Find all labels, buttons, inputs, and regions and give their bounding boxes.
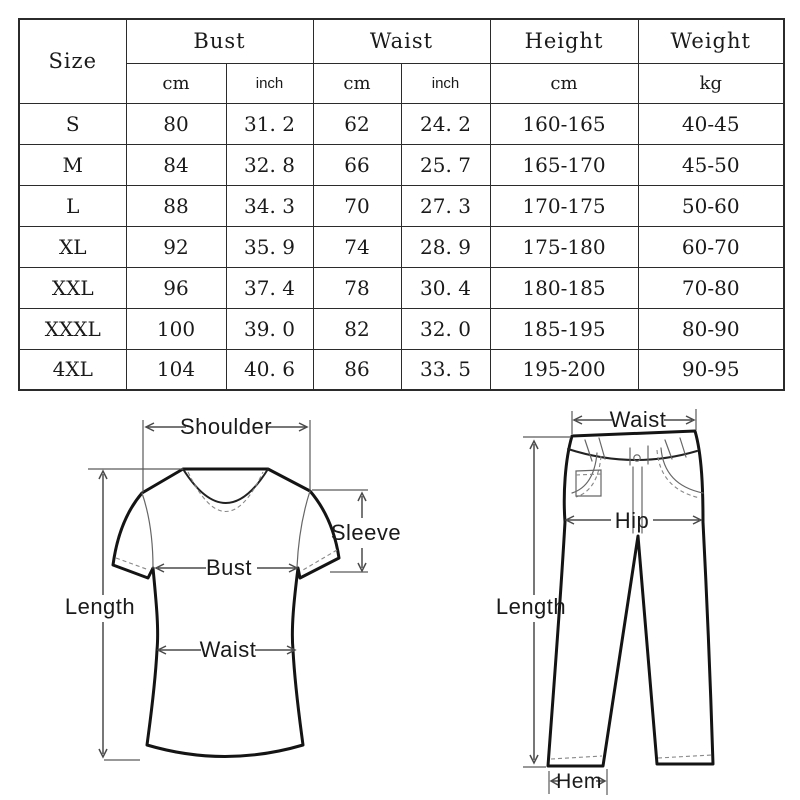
cell-height: 175-180 xyxy=(490,226,638,267)
col-header-bust: Bust xyxy=(126,19,313,63)
shoulder-measure xyxy=(143,414,310,492)
cell-bust-cm: 80 xyxy=(126,103,226,144)
cell-waist-cm: 86 xyxy=(313,349,401,390)
col-header-height: Height xyxy=(490,19,638,63)
tshirt-diagram xyxy=(65,414,401,760)
right-hem-stitch xyxy=(658,755,712,758)
cell-bust-cm: 92 xyxy=(126,226,226,267)
right-sleeve-seam xyxy=(297,491,310,567)
pants-waist-label: Waist xyxy=(609,407,667,432)
cell-height: 195-200 xyxy=(490,349,638,390)
cell-size: L xyxy=(19,185,126,226)
hem-label: Hem xyxy=(556,770,602,793)
cell-waist-inch: 30. 4 xyxy=(401,267,490,308)
cell-bust-cm: 96 xyxy=(126,267,226,308)
cell-size: XXL xyxy=(19,267,126,308)
table-row-l xyxy=(19,185,784,226)
table-row-xl xyxy=(19,226,784,267)
cell-weight: 45-50 xyxy=(638,144,784,185)
bust-measure xyxy=(156,555,297,580)
pants-length-measure xyxy=(496,437,571,767)
cell-height: 180-185 xyxy=(490,267,638,308)
col-header-size: Size xyxy=(19,19,126,103)
cell-waist-inch: 28. 9 xyxy=(401,226,490,267)
cell-height: 170-175 xyxy=(490,185,638,226)
cell-bust-inch: 35. 9 xyxy=(226,226,313,267)
left-sleeve-seam xyxy=(142,493,153,568)
cell-height: 165-170 xyxy=(490,144,638,185)
cell-waist-inch: 33. 5 xyxy=(401,349,490,390)
col-header-weight: Weight xyxy=(638,19,784,63)
unit-weight-kg: kg xyxy=(638,63,784,103)
cell-height: 160-165 xyxy=(490,103,638,144)
cell-size: XL xyxy=(19,226,126,267)
shirt-waist-measure xyxy=(158,637,295,662)
cell-weight: 50-60 xyxy=(638,185,784,226)
sleeve-label: Sleeve xyxy=(330,520,402,545)
shirt-waist-label: Waist xyxy=(199,637,257,662)
bust-label: Bust xyxy=(205,555,253,580)
shoulder-label: Shoulder xyxy=(179,414,273,439)
table-row-xxxl xyxy=(19,308,784,349)
cell-bust-cm: 100 xyxy=(126,308,226,349)
header-row-units xyxy=(19,63,784,103)
shirt-length-label: Length xyxy=(64,594,136,619)
cell-bust-cm: 84 xyxy=(126,144,226,185)
left-hem-stitch xyxy=(551,756,602,759)
sleeve-measure xyxy=(312,490,401,572)
unit-bust-inch: inch xyxy=(226,63,313,103)
shirt-length-measure xyxy=(65,469,183,760)
cell-bust-cm: 104 xyxy=(126,349,226,390)
waistband-seam xyxy=(568,449,697,460)
cell-waist-cm: 82 xyxy=(313,308,401,349)
cell-waist-inch: 27. 3 xyxy=(401,185,490,226)
table-row-xxl xyxy=(19,267,784,308)
size-chart-table xyxy=(18,18,785,391)
cell-bust-inch: 37. 4 xyxy=(226,267,313,308)
table-row-m xyxy=(19,144,784,185)
cell-height: 185-195 xyxy=(490,308,638,349)
cell-size: S xyxy=(19,103,126,144)
cell-size: XXXL xyxy=(19,308,126,349)
cell-waist-cm: 74 xyxy=(313,226,401,267)
cell-waist-inch: 24. 2 xyxy=(401,103,490,144)
cell-bust-inch: 31. 2 xyxy=(226,103,313,144)
measurement-diagrams xyxy=(0,400,800,800)
hip-label: Hip xyxy=(614,508,650,533)
pants-outline xyxy=(548,431,713,766)
hip-measure xyxy=(566,508,701,533)
pants-diagram xyxy=(496,407,713,795)
cell-waist-inch: 32. 0 xyxy=(401,308,490,349)
pants-waist-measure xyxy=(572,407,696,434)
cell-bust-cm: 88 xyxy=(126,185,226,226)
cell-weight: 80-90 xyxy=(638,308,784,349)
cell-waist-cm: 66 xyxy=(313,144,401,185)
cell-weight: 40-45 xyxy=(638,103,784,144)
cell-waist-cm: 70 xyxy=(313,185,401,226)
cell-waist-cm: 78 xyxy=(313,267,401,308)
header-row-groups xyxy=(19,19,784,63)
pants-length-label: Length xyxy=(495,594,567,619)
cell-weight: 90-95 xyxy=(638,349,784,390)
unit-height-cm: cm xyxy=(490,63,638,103)
cell-weight: 70-80 xyxy=(638,267,784,308)
cell-bust-inch: 32. 8 xyxy=(226,144,313,185)
unit-waist-cm: cm xyxy=(313,63,401,103)
cell-waist-inch: 25. 7 xyxy=(401,144,490,185)
collar-inner-curve xyxy=(188,472,263,512)
left-pocket xyxy=(572,453,601,497)
cell-size: 4XL xyxy=(19,349,126,390)
cell-size: M xyxy=(19,144,126,185)
cell-weight: 60-70 xyxy=(638,226,784,267)
cell-waist-cm: 62 xyxy=(313,103,401,144)
table-row-4xl xyxy=(19,349,784,390)
hem-measure xyxy=(549,769,607,795)
unit-bust-cm: cm xyxy=(126,63,226,103)
cell-bust-inch: 34. 3 xyxy=(226,185,313,226)
col-header-waist: Waist xyxy=(313,19,490,63)
cell-bust-inch: 40. 6 xyxy=(226,349,313,390)
cell-bust-inch: 39. 0 xyxy=(226,308,313,349)
unit-waist-inch: inch xyxy=(401,63,490,103)
table-row-s xyxy=(19,103,784,144)
